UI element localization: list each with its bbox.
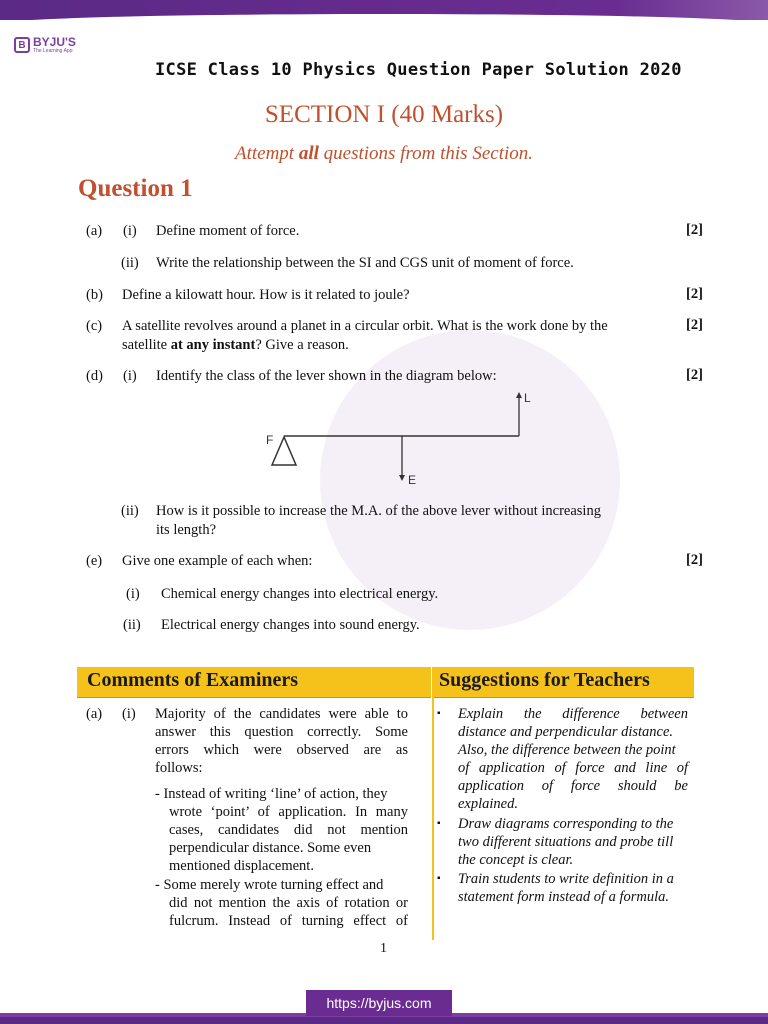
q-c-text-line2: satellite at any instant? Give a reason. — [122, 337, 349, 353]
q-d-marks: [2] — [686, 367, 703, 383]
q-d-label: (d) — [86, 368, 103, 384]
fulcrum-triangle — [272, 437, 296, 465]
page-number: 1 — [380, 941, 387, 956]
q-e-text: Give one example of each when: — [122, 553, 313, 569]
comment-sub-line: fulcrum. Instead of turning effect of — [169, 913, 408, 929]
q-a-i-label: (i) — [123, 223, 137, 239]
comment-sub-line: perpendicular distance. Some even — [169, 840, 372, 856]
q-e-ii-text: Electrical energy changes into sound energy. — [161, 617, 420, 633]
comments-header — [77, 667, 431, 698]
q-b-label: (b) — [86, 287, 103, 303]
comment-line: errors which were observed are as — [155, 742, 408, 758]
q-e-i-label: (i) — [126, 586, 140, 602]
q-e-label: (e) — [86, 553, 103, 569]
footer-url-link[interactable]: https://byjus.com — [306, 990, 452, 1016]
q-d-ii-label: (ii) — [121, 503, 139, 519]
suggestion-line: application of force should be — [458, 778, 688, 794]
suggestion-line: Explain the difference between — [458, 706, 688, 722]
brand-name: BYJU'S — [33, 34, 76, 49]
label-l: L — [524, 391, 531, 405]
q-d-ii-text-line1: How is it possible to increase the M.A. of the above lever without increasing — [156, 503, 601, 519]
comment-sub-line: - Some merely wrote turning effect and — [155, 877, 384, 893]
q-d-i-label: (i) — [123, 368, 137, 384]
suggestion-line: statement form instead of a formula. — [458, 889, 670, 905]
q-d-ii-text-line2: its length? — [156, 522, 217, 538]
q-c-label: (c) — [86, 318, 103, 334]
load-arrow-head — [516, 392, 522, 398]
comment-row-label-i: (i) — [122, 706, 136, 722]
suggestion-line: explained. — [458, 796, 518, 812]
q-c-text-line1: A satellite revolves around a planet in a circular orbit. What is the work done by the — [122, 318, 608, 334]
suggestion-line: Also, the difference between the point — [458, 742, 676, 758]
q-e-marks: [2] — [686, 552, 703, 568]
suggestion-line: Draw diagrams corresponding to the — [458, 816, 674, 832]
comment-sub-line: - Instead of writing ‘line’ of action, they — [155, 786, 388, 802]
bullet-icon: ▪ — [437, 818, 441, 829]
q-a-ii-label: (ii) — [121, 255, 139, 271]
comments-header-text: Comments of Examiners — [87, 669, 299, 691]
comment-sub-line: cases, candidates did not mention — [169, 822, 408, 838]
comment-row-label-a: (a) — [86, 706, 103, 722]
section-title: SECTION I (40 Marks) — [264, 101, 504, 128]
q-e-i-text: Chemical energy changes into electrical energy. — [161, 586, 439, 602]
bullet-icon: ▪ — [437, 708, 441, 719]
comment-sub-line: wrote ‘point’ of application. In many — [169, 804, 408, 820]
comment-line: Majority of the candidates were able to — [155, 706, 408, 722]
brand-logo[interactable] — [14, 35, 76, 55]
document-title: ICSE Class 10 Physics Question Paper Solution 2020 — [155, 60, 682, 80]
label-f: F — [266, 433, 274, 447]
q-a-marks: [2] — [686, 222, 703, 238]
comment-sub-line: did not mention the axis of rotation or — [169, 895, 408, 911]
q-a-ii-text: Write the relationship between the SI and CGS unit of moment of force. — [156, 255, 574, 271]
q-d-i-text: Identify the class of the lever shown in the diagram below: — [156, 368, 497, 384]
q-e-ii-label: (ii) — [123, 617, 141, 633]
lever-diagram — [262, 388, 542, 488]
comment-line: answer this question correctly. Some — [155, 724, 408, 740]
effort-arrow-head — [399, 475, 405, 481]
q-a-label: (a) — [86, 223, 103, 239]
brand-tagline: The Learning App — [33, 47, 73, 54]
q-c-marks: [2] — [686, 317, 703, 333]
suggestion-line: distance and perpendicular distance. — [458, 724, 674, 740]
q-b-text: Define a kilowatt hour. How is it related to joule? — [122, 287, 410, 303]
q-a-i-text: Define moment of force. — [156, 223, 300, 239]
footer-band-dark — [0, 1017, 768, 1024]
q-b-marks: [2] — [686, 286, 703, 302]
comment-line: follows: — [155, 760, 203, 776]
bullet-icon: ▪ — [437, 873, 441, 884]
suggestions-header — [434, 667, 694, 698]
suggestion-line: Train students to write definition in a — [458, 871, 674, 887]
suggestion-line: the concept is clear. — [458, 852, 574, 868]
question-heading: Question 1 — [78, 175, 193, 202]
brand-mark-icon: B — [14, 37, 30, 53]
comment-sub-line: mentioned displacement. — [169, 858, 314, 874]
table-divider — [432, 667, 434, 940]
suggestions-header-text: Suggestions for Teachers — [439, 669, 650, 691]
label-e: E — [408, 473, 417, 487]
section-instruction: Attempt all questions from this Section. — [234, 143, 533, 164]
suggestion-line: two different situations and probe till — [458, 834, 674, 850]
suggestion-line: of application of force and line of — [458, 760, 688, 776]
